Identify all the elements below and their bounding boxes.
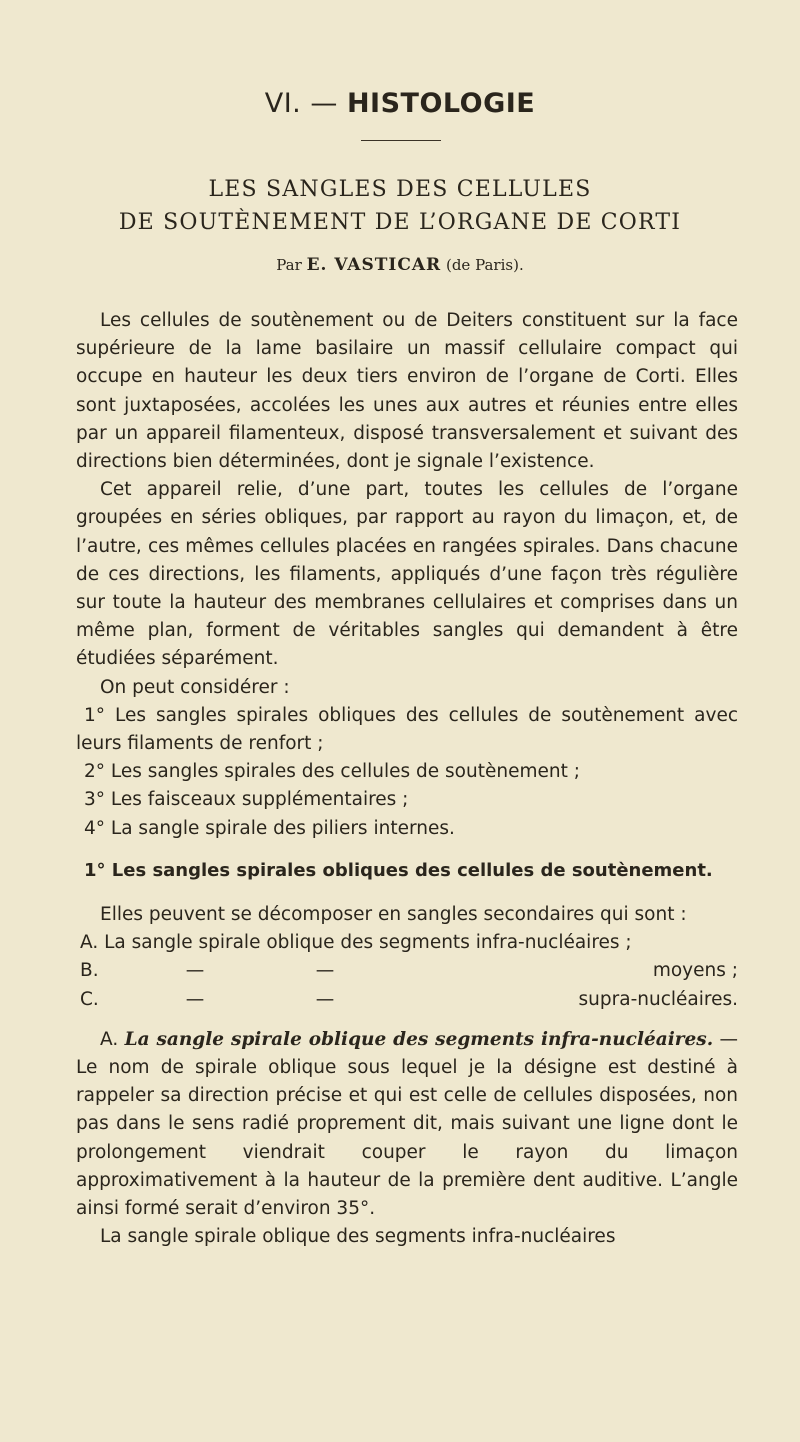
paragraph-5-text: — Le nom de spirale oblique sous lequel je la désigne est destiné à rappeler sa direction précise et qui est celle de cellules disposées, non pas dans le sens radié proprement dit, mais suivant une ligne dont le prolongement viendrait couper le rayon du limaçon approximativement à la hauteur de la première dent auditive. L’angle ainsi formé serait d’environ 35°. [76, 1028, 738, 1220]
list-item-2: 2° Les sangles spirales des cellules de soutènement ; [84, 761, 580, 783]
section-number: VI. [264, 88, 302, 119]
paragraph-5 [76, 1026, 738, 1223]
paragraph-5-label: A. [100, 1028, 119, 1050]
list-item-4: 4° La sangle spirale des piliers internes. [84, 817, 455, 839]
row-b-dash-1: — [185, 960, 205, 982]
row-c-word: supra-nucléaires. [578, 988, 738, 1010]
article-title-line-2: DE SOUTÈNEMENT DE L’ORGANE DE CORTI [118, 210, 682, 235]
title-rule [361, 140, 441, 141]
paragraph-1: Les cellules de soutènement ou de Deiters constituent sur la face supérieure de la lame basilaire un massif cellulaire compact qui occupe en hauteur les deux tiers environ de l’organe de Corti. Elles sont juxtaposées, accolées les unes aux autres et réunies entre elles par un appareil filamenteux, disposé transversalement et suivant des directions bien déterminées, dont je signale l’existence. [76, 310, 738, 473]
row-b [76, 957, 738, 985]
section-dash: — [310, 88, 338, 119]
paragraph-6: La sangle spirale oblique des segments infra-nucléaires [100, 1226, 616, 1248]
row-a: A. La sangle spirale oblique des segments infra-nucléaires ; [80, 932, 632, 954]
author-affiliation: (de Paris). [445, 256, 524, 274]
paragraph-2: Cet appareil relie, d’une part, toutes les cellules de l’organe groupées en séries obliques, par rapport au rayon du limaçon, et, de l’autre, ces mêmes cellules placées en rangées spirales. Dans chacune de ces directions, les filaments, appliqués d’une façon très régulière sur toute la hauteur des membranes cellulaires et comprises dans un même plan, forment de véritables sangles qui demandent à être étudiées séparément. [76, 479, 738, 670]
subheading: 1° Les sangles spirales obliques des cellules de soutènement. [84, 859, 713, 881]
row-b-dash-2: — [315, 960, 335, 982]
byline [0, 255, 800, 275]
paragraph-5-title: La sangle spirale oblique des segments infra-nucléaires. [124, 1028, 714, 1050]
list-item-3: 3° Les faisceaux supplémentaires ; [84, 789, 409, 811]
list-item-1: 1° Les sangles spirales obliques des cellules de soutènement avec leurs filaments de renfort ; [76, 704, 738, 755]
row-b-label: B. [80, 960, 99, 982]
paragraph-4: Elles peuvent se décomposer en sangles secondaires qui sont : [100, 904, 687, 926]
row-b-word: moyens ; [652, 960, 738, 982]
section-title [0, 88, 800, 119]
article-title-line-1: LES SANGLES DES CELLULES [208, 177, 592, 202]
row-c [76, 986, 738, 1014]
byline-prefix: Par [276, 256, 302, 274]
row-c-label: C. [80, 988, 99, 1010]
row-c-dash-2: — [315, 988, 335, 1010]
section-heading: HISTOLOGIE [346, 88, 536, 119]
author-name: E. VASTICAR [306, 255, 442, 275]
paragraph-3: On peut considérer : [100, 676, 290, 698]
article-title [0, 173, 800, 239]
article-body [76, 307, 738, 1252]
row-c-dash-1: — [185, 988, 205, 1010]
